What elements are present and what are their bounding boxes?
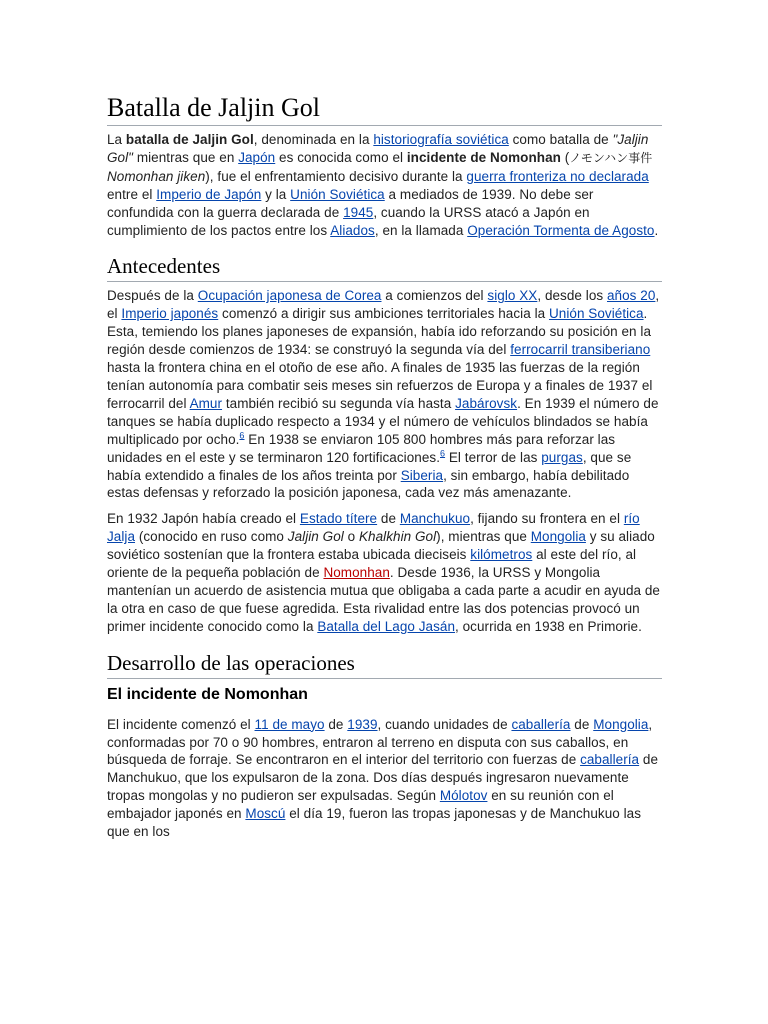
- link-jabarovsk[interactable]: Jabárovsk: [455, 395, 518, 411]
- text: (conocido en ruso como: [135, 529, 288, 545]
- italic-term: "Jaljin Gol": [107, 132, 649, 165]
- link-estado-titere[interactable]: Estado títere: [299, 511, 378, 527]
- reference-link[interactable]: 6: [239, 430, 245, 441]
- page-title: Batalla de Jaljin Gol: [107, 92, 662, 126]
- link-moscu[interactable]: Moscú: [245, 806, 286, 822]
- text: el día 19, fueron las tropas japonesas y de Manchukuo las que en los: [107, 806, 642, 840]
- link-1939[interactable]: 1939: [347, 716, 378, 732]
- text: , denominada en la: [253, 132, 374, 147]
- section-heading-antecedentes: Antecedentes: [107, 253, 662, 282]
- desarrollo-paragraph-1: [107, 716, 662, 841]
- article-content: [107, 92, 662, 849]
- text: de: [324, 716, 348, 732]
- italic-term: Jaljin Gol: [287, 529, 344, 545]
- text: En 1932 Japón había creado el: [107, 511, 300, 527]
- text: , conformadas por 70 o 90 hombres, entraron al terreno en disputa con sus caballos, en búsqueda de forraje. Se encontraron en el interior del territorio con fuerzas de: [107, 716, 653, 768]
- link-kilometros[interactable]: kilómetros: [470, 547, 533, 563]
- link-anos-20[interactable]: años 20: [607, 288, 656, 304]
- link-nomonhan[interactable]: Nomonhan: [323, 565, 390, 581]
- reference-link[interactable]: 6: [440, 448, 446, 459]
- text: , fijando su frontera en el: [470, 511, 624, 527]
- link-aliados[interactable]: Aliados: [330, 222, 375, 238]
- text: En 1938 se enviaron 105 800 hombres más para reforzar las unidades en el este y se terminaron 120 fortificaciones.: [107, 431, 616, 465]
- text: o: [343, 529, 359, 545]
- section-heading-desarrollo: Desarrollo de las operaciones: [107, 650, 662, 679]
- link-siglo-xx[interactable]: siglo XX: [487, 288, 538, 304]
- text: , cuando la URSS atacó a Japón en cumplimiento de los pactos entre los: [107, 204, 590, 238]
- text: como batalla de: [508, 132, 613, 147]
- link-japon[interactable]: Japón: [238, 149, 276, 165]
- link-imperio-japones[interactable]: Imperio japonés: [121, 306, 219, 322]
- text: mientras que en: [133, 149, 239, 165]
- link-siberia[interactable]: Siberia: [400, 467, 444, 483]
- text: Después de la: [107, 288, 198, 304]
- text: , que se había extendido a finales de los años treinta por: [107, 449, 632, 483]
- link-ferrocarril-transiberiano[interactable]: ferrocarril transiberiano: [510, 342, 651, 358]
- text: , ocurrida en 1938 en Primorie.: [455, 618, 642, 634]
- link-caballeria[interactable]: caballería: [580, 752, 640, 768]
- text: hasta la frontera china en el otoño de ese año. A finales de 1935 las fuerzas de la región tenían autonomía para combatir seis meses sin refuerzos de Europa y a finales de 1937 el ferrocarril del: [107, 360, 653, 411]
- text: . En 1939 el número de tanques se había duplicado respecto a 1934 y el número de vehículos blindados se había multiplicado por ocho.: [107, 395, 659, 447]
- japanese-text: ノモンハン事件: [569, 150, 653, 165]
- link-mongolia[interactable]: Mongolia: [530, 529, 586, 545]
- link-union-sovietica[interactable]: Unión Soviética: [290, 186, 385, 202]
- link-molotov[interactable]: Mólotov: [439, 788, 488, 804]
- text: comenzó a dirigir sus ambiciones territoriales hacia la: [218, 306, 549, 322]
- text: El incidente comenzó el: [107, 716, 255, 732]
- text: de: [570, 716, 594, 732]
- text: ), mientras que: [436, 529, 531, 545]
- text: de Manchukuo, que los expulsaron de la zona. Dos días después ingresaron nuevamente tropas mongolas y no pudieron ser expulsadas. Según: [107, 752, 659, 804]
- link-amur[interactable]: Amur: [189, 395, 223, 411]
- text: ), fue el enfrentamiento decisivo durante la: [205, 168, 467, 184]
- link-1945[interactable]: 1945: [343, 204, 374, 220]
- text: . Esta, temiendo los planes japoneses de expansión, había ido reforzando su posición en la región desde comienzos de 1934: se construyó la segunda vía del: [107, 306, 652, 358]
- link-rio-jalja[interactable]: río Jalja: [107, 511, 640, 545]
- bold-term: incidente de Nomonhan: [406, 149, 561, 165]
- text: y su aliado soviético sostenían que la frontera estaba ubicada dieciseis: [107, 529, 655, 563]
- text: La: [107, 132, 126, 147]
- link-imperio-japon[interactable]: Imperio de Japón: [156, 186, 262, 202]
- text: y la: [261, 186, 291, 202]
- subsection-heading-incidente: El incidente de Nomonhan: [107, 685, 308, 703]
- text: , desde los: [537, 288, 607, 304]
- antecedentes-paragraph-1: [107, 287, 662, 502]
- text: El terror de las: [445, 449, 542, 465]
- text: . Desde 1936, la URSS y Mongolia mantenían un acuerdo de asistencia mutua que obligaba a cada parte a acudir en ayuda de la otra en caso de que fuese agredida. Esta rivalidad entre las dos potencias provocó un primer incidente conocido como la: [107, 565, 660, 634]
- bold-term: batalla de Jaljin Gol: [125, 132, 254, 147]
- link-union-sovietica[interactable]: Unión Soviética: [548, 306, 644, 322]
- text: , cuando unidades de: [377, 716, 512, 732]
- text: es conocida como el: [275, 149, 407, 165]
- antecedentes-paragraph-2: [107, 510, 662, 635]
- link-mongolia[interactable]: Mongolia: [593, 716, 649, 732]
- link-manchukuo[interactable]: Manchukuo: [399, 511, 471, 527]
- link-historiografia[interactable]: historiografía soviética: [373, 132, 509, 147]
- text: a comienzos del: [381, 288, 488, 304]
- text: .: [654, 222, 659, 238]
- link-caballeria[interactable]: caballería: [511, 716, 571, 732]
- italic-term: Khalkhin Gol: [359, 529, 437, 545]
- text: , en la llamada: [374, 222, 468, 238]
- text: en su reunión con el embajador japonés en: [107, 788, 614, 822]
- text: también recibió su segunda vía hasta: [222, 395, 456, 411]
- text: al este del río, al oriente de la pequeña población de: [107, 547, 637, 581]
- link-batalla-lago-jasan[interactable]: Batalla del Lago Jasán: [317, 618, 456, 634]
- text: a mediados de 1939. No debe ser confundida con la guerra declarada de: [107, 186, 594, 220]
- link-purgas[interactable]: purgas: [541, 449, 583, 465]
- text: de: [377, 511, 400, 527]
- italic-term: Nomonhan jiken: [107, 168, 206, 184]
- text: entre el: [107, 186, 157, 202]
- link-guerra-fronteriza[interactable]: guerra fronteriza no declarada: [466, 168, 649, 184]
- intro-paragraph: [107, 131, 662, 239]
- text: , sin embargo, había debilitado estas defensas y reforzado la posición japonesa, cada vez más amenazante.: [107, 467, 630, 501]
- text: , el: [107, 288, 660, 322]
- link-ocupacion-corea[interactable]: Ocupación japonesa de Corea: [197, 288, 382, 304]
- link-operacion-tormenta[interactable]: Operación Tormenta de Agosto: [467, 222, 655, 238]
- text: (: [560, 149, 570, 165]
- link-11-de-mayo[interactable]: 11 de mayo: [254, 716, 325, 732]
